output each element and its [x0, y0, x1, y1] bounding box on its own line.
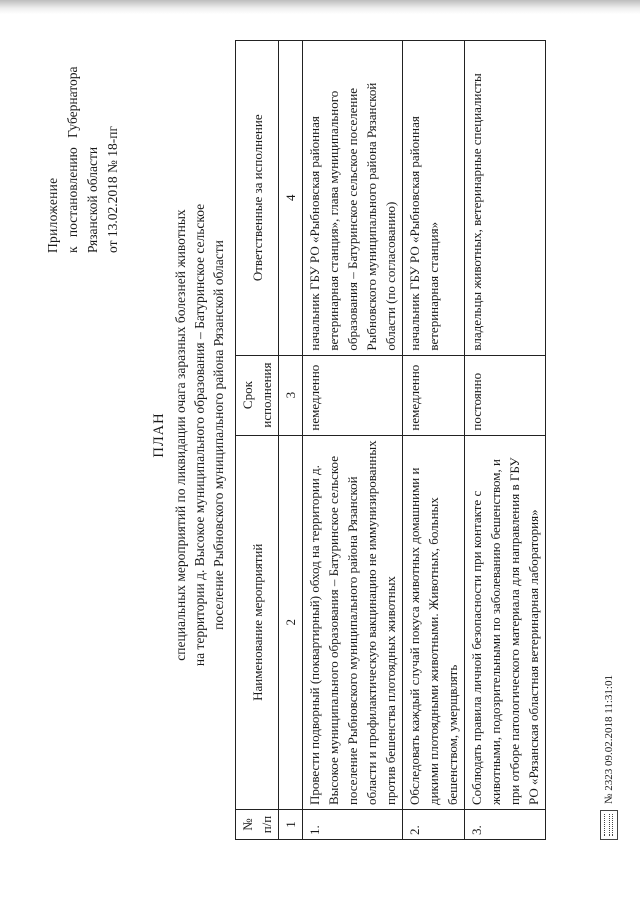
- appendix-line-3: от 13.02.2018 № 18-пг: [105, 126, 120, 253]
- appendix-line-1: к постановлению Губернатора: [65, 66, 80, 253]
- row-measure: Провести подворный (поквартирный) обход на территории д. Высокое муниципального образования – Батуринское сельское поселение Рыбновского муниципального района Рязанской области и профилактическую вакцинацию не иммунизированных против бешенства плотоядных животных: [303, 435, 403, 809]
- row-number: 2.: [403, 810, 465, 840]
- column-number: 2: [279, 435, 303, 809]
- header-responsible: Ответственные за исполнение: [236, 41, 279, 356]
- appendix-block: [43, 23, 123, 253]
- appendix-title: Приложение: [45, 177, 60, 253]
- heading-line-1: специальных мероприятий по ликвидации очага заразных болезней животных: [173, 209, 188, 661]
- row-term: немедленно: [303, 355, 403, 435]
- document-title: ПЛАН: [151, 412, 167, 458]
- heading-line-3: поселение Рыбновского муниципального района Рязанской области: [211, 240, 226, 630]
- table-row: [403, 41, 465, 840]
- column-number-row: [279, 41, 303, 840]
- row-responsible: владельцы животных, ветеринарные специалисты: [465, 41, 546, 356]
- registration-footer: [600, 675, 618, 840]
- column-number: 4: [279, 41, 303, 356]
- heading-line-2: на территории д. Высокое муниципального образования – Батуринское сельское: [192, 203, 207, 667]
- row-responsible: начальник ГБУ РО «Рыбновская районная ветеринарная станция»: [403, 41, 465, 356]
- row-responsible: начальник ГБУ РО «Рыбновская районная ветеринарная станция», глава муниципального образования – Батуринское сельское поселение Рыбновского муниципального района Рязанской области (по согласованию): [303, 41, 403, 356]
- row-measure: Обследовать каждый случай покуса животных домашними и дикими плотоядными животными. Животных, больных бешенством, умерщвлять: [403, 435, 465, 809]
- table-row: [465, 41, 546, 840]
- scan-edge: [0, 0, 640, 14]
- header-term: Срок исполнения: [236, 355, 279, 435]
- rotated-document-page: [35, 15, 625, 885]
- header-number: № п/п: [236, 810, 279, 840]
- document-heading: [150, 95, 228, 775]
- row-term: постоянно: [465, 355, 546, 435]
- appendix-line-2: Рязанской области: [85, 146, 100, 253]
- column-number: 3: [279, 355, 303, 435]
- row-term: немедленно: [403, 355, 465, 435]
- row-measure: Соблюдать правила личной безопасности при контакте с животными, подозрительными по заболеванию бешенством, и при отборе патологического материала для направления в ГБУ РО «Рязанская областная ветеринарная лаборатория»: [465, 435, 546, 809]
- registration-number: № 2323 09.02.2018 11:31:01: [603, 675, 615, 804]
- table-row: [303, 41, 403, 840]
- table-header-row: [236, 41, 279, 840]
- measures-table: [235, 40, 546, 840]
- column-number: 1: [279, 810, 303, 840]
- row-number: 3.: [465, 810, 546, 840]
- header-measures: Наименование мероприятий: [236, 435, 279, 809]
- row-number: 1.: [303, 810, 403, 840]
- registration-stamp-icon: [600, 810, 618, 840]
